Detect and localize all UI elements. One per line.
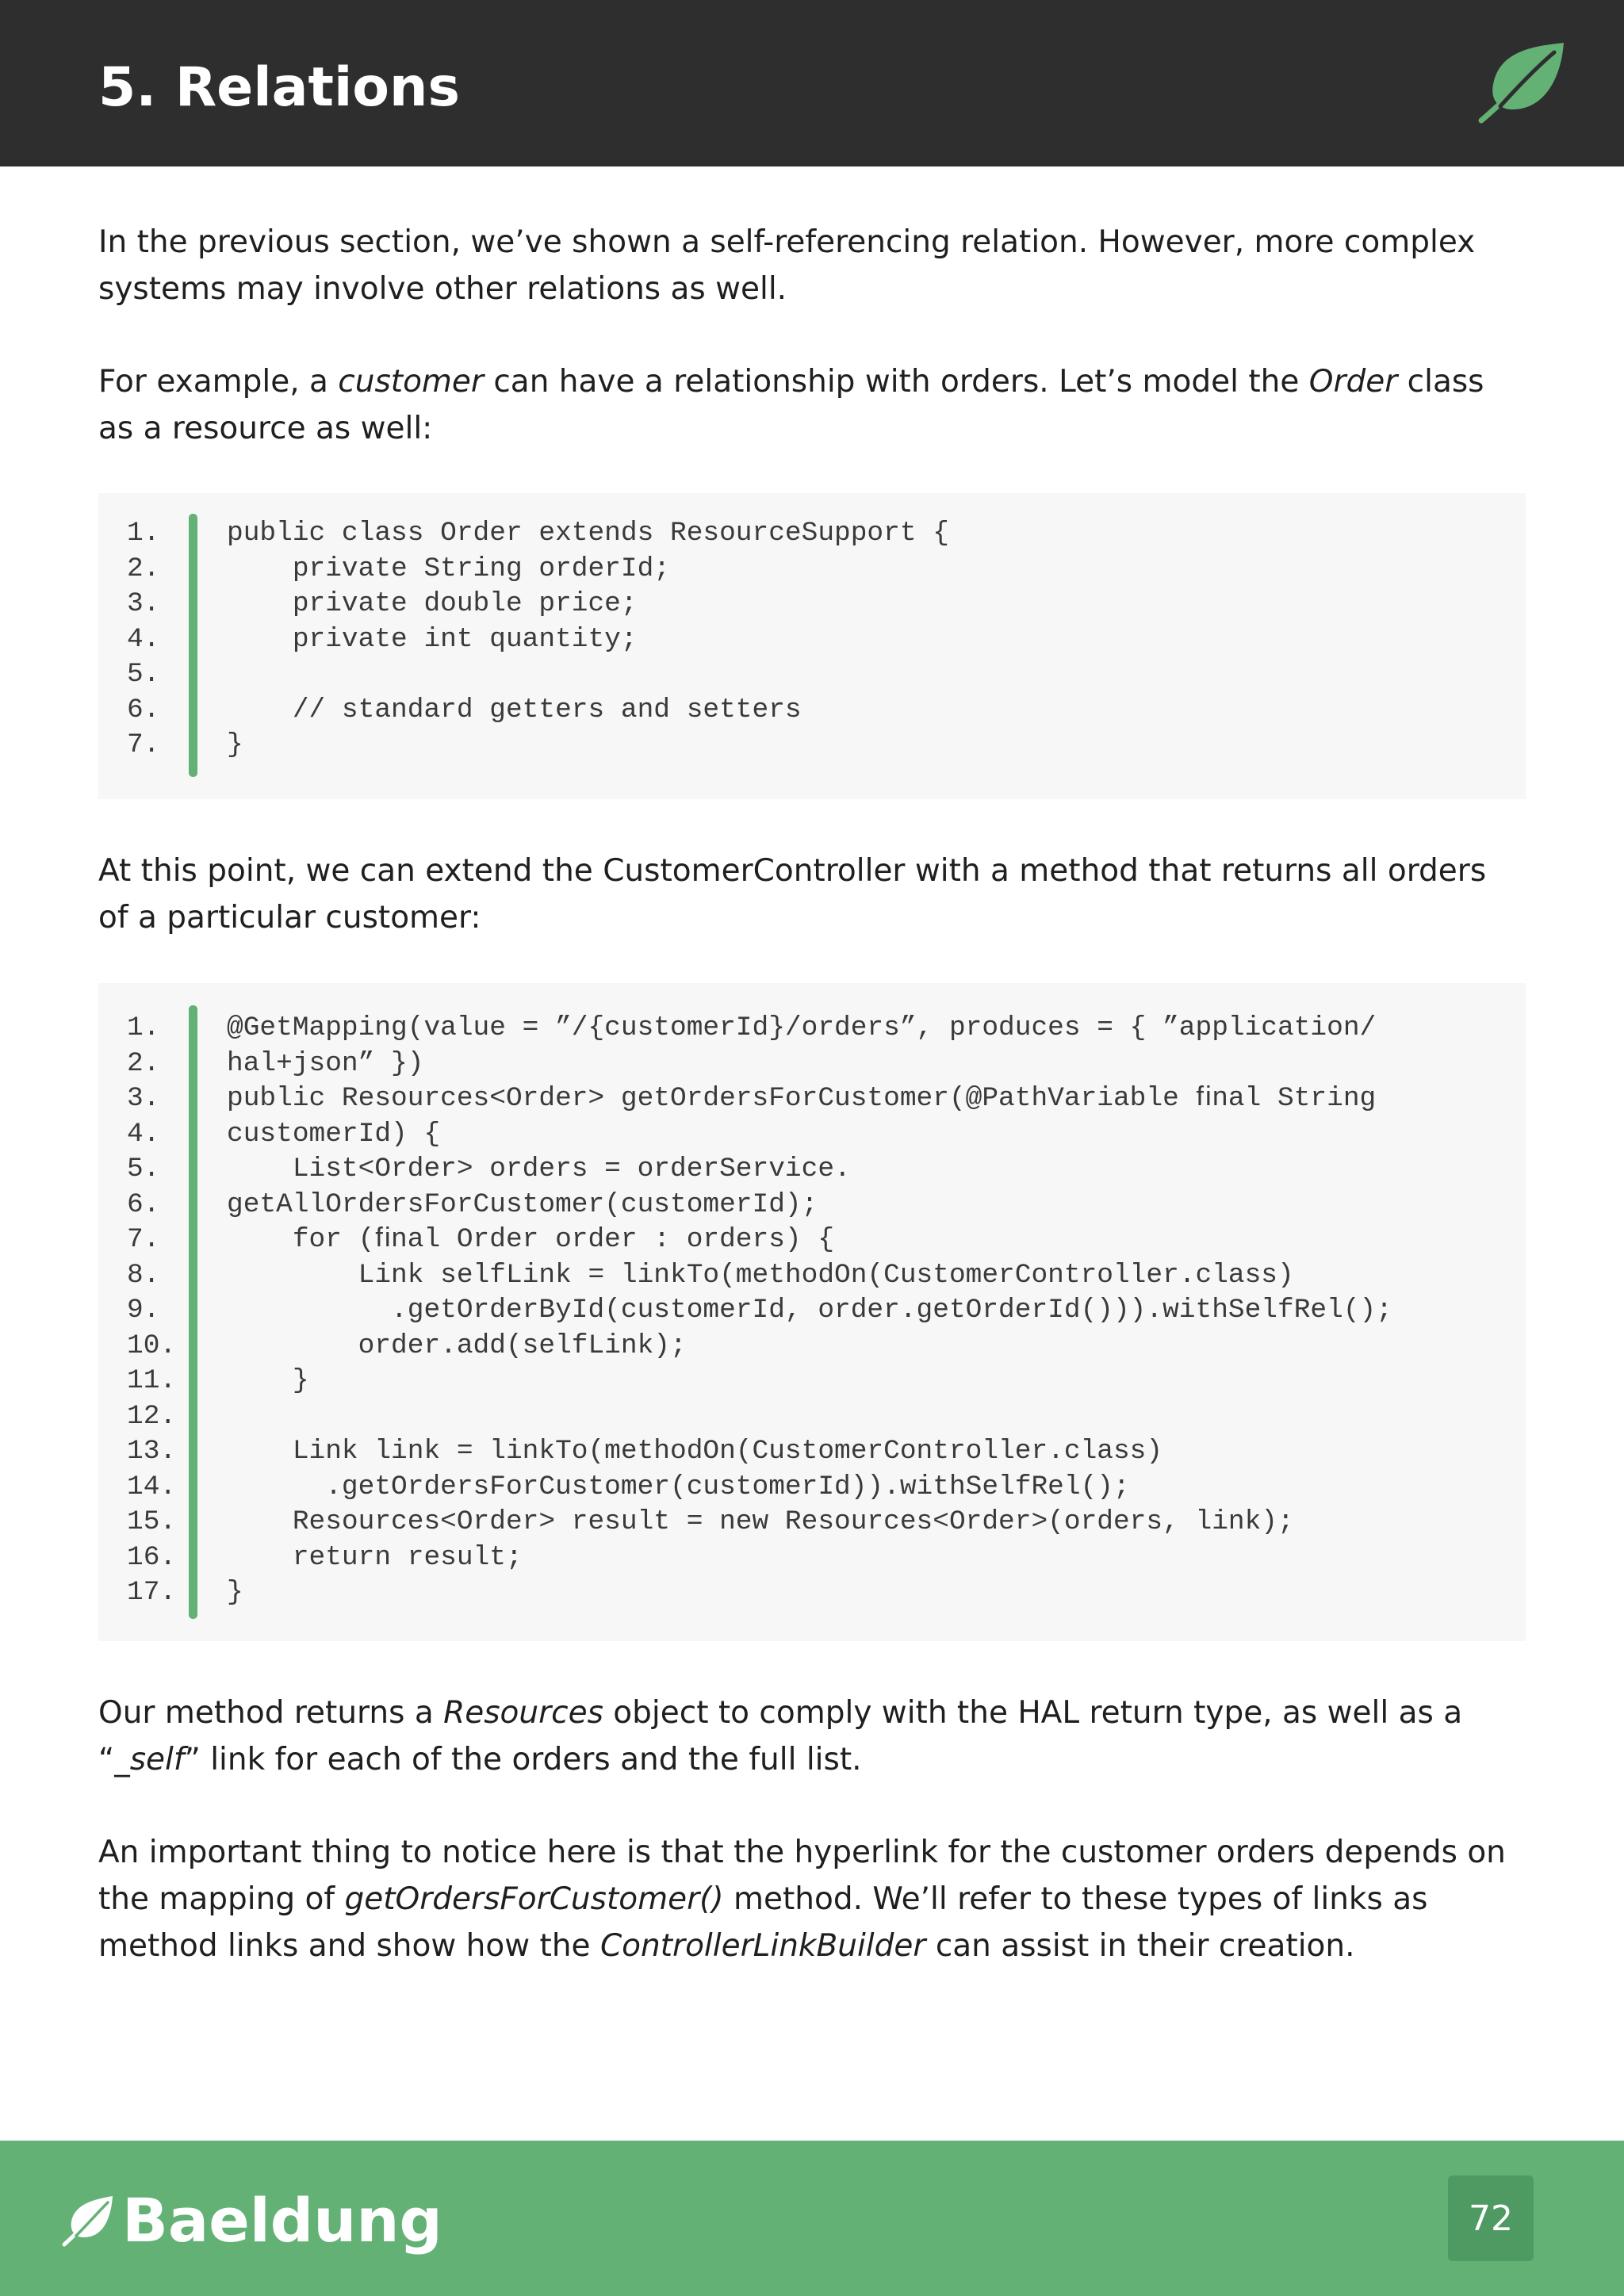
line-number: 16. — [127, 1541, 177, 1573]
code-text: .getOrdersForCustomer(customerId)).withSelfRel(); — [227, 1471, 1130, 1502]
page-title: 5. Relations — [98, 56, 460, 119]
code-line — [98, 1117, 1526, 1153]
line-number: 5. — [127, 1154, 160, 1184]
line-number: 11. — [127, 1365, 177, 1396]
text-run: can have a relationship with orders. Let’s model the — [483, 364, 1309, 400]
text-run: At this point, we can extend the CustomerController with a method that returns all orders of a particular customer: — [98, 853, 1487, 936]
page-header — [0, 0, 1624, 166]
code-line — [98, 1329, 1526, 1364]
code-line — [98, 728, 1526, 763]
code-line — [98, 1188, 1526, 1223]
code-text: } — [227, 1365, 309, 1396]
code-text: // standard getters and setters — [227, 694, 802, 725]
text-run: For example, a — [98, 364, 339, 400]
emphasized-text: Order — [1308, 364, 1398, 400]
code-text: return result; — [227, 1541, 523, 1573]
line-number: 9. — [127, 1295, 160, 1326]
emphasized-text: _self — [114, 1742, 185, 1777]
code-line — [98, 1575, 1526, 1611]
code-block-order-class — [98, 493, 1526, 799]
line-number: 6. — [127, 694, 160, 725]
order-model-paragraph — [98, 358, 1526, 452]
line-number: 10. — [127, 1330, 177, 1361]
code-line — [98, 1152, 1526, 1188]
emphasized-text: customer — [338, 364, 484, 400]
page-number: 72 — [1469, 2198, 1513, 2239]
code-line — [98, 1470, 1526, 1506]
code-text: @GetMapping(value = ”/{customerId}/orders”, produces = { ”application/ — [227, 1012, 1377, 1043]
code-line — [98, 1399, 1526, 1435]
logo-text: Baeldung — [122, 2185, 442, 2256]
code-text: List<Order> orders = orderService. — [227, 1154, 851, 1184]
resources-paragraph — [98, 1689, 1526, 1783]
code-line — [98, 587, 1526, 622]
code-line — [98, 516, 1526, 552]
code-text: } — [227, 1577, 243, 1608]
code-text: Link selfLink = linkTo(methodOn(CustomerController.class) — [227, 1259, 1294, 1291]
emphasized-text: ControllerLinkBuilder — [599, 1928, 926, 1964]
code-text: private double price; — [227, 588, 638, 619]
text-run: method. We’ll refer to these types of links as method links and show how the — [98, 1881, 1428, 1964]
line-number: 3. — [127, 1083, 160, 1114]
line-number: 17. — [127, 1577, 177, 1608]
line-number: 3. — [127, 588, 160, 619]
code-line — [98, 1505, 1526, 1540]
code-text: order.add(selfLink); — [227, 1330, 687, 1361]
code-text: getAllOrdersForCustomer(customerId); — [227, 1188, 818, 1220]
code-line — [98, 552, 1526, 587]
line-number: 15. — [127, 1506, 177, 1537]
code-text: Link link = linkTo(methodOn(CustomerController.class) — [227, 1436, 1163, 1467]
code-line — [98, 1364, 1526, 1399]
code-line — [98, 1047, 1526, 1082]
code-text: customerId) { — [227, 1118, 441, 1150]
code-line — [98, 1434, 1526, 1470]
text-run: In the previous section, we’ve shown a self-referencing relation. However, more complex systems may involve other relations as well. — [98, 224, 1476, 307]
line-number: 4. — [127, 623, 160, 655]
emphasized-text: Resources — [443, 1695, 603, 1731]
line-number: 5. — [127, 659, 160, 690]
text-run: class as a resource as well: — [98, 364, 1484, 446]
code-text: hal+json” }) — [227, 1047, 424, 1079]
code-block-controller-method — [98, 983, 1526, 1641]
line-number: 8. — [127, 1259, 160, 1291]
text-run: An important thing to notice here is that the hyperlink for the customer orders depends on the mapping of — [98, 1835, 1506, 1917]
code-line — [98, 622, 1526, 658]
line-number: 14. — [127, 1471, 177, 1502]
emphasized-text: getOrdersForCustomer() — [344, 1881, 724, 1917]
line-number: 6. — [127, 1188, 160, 1220]
code-text: for (ﬁnal Order order : orders) { — [227, 1224, 835, 1255]
code-text: .getOrderById(customerId, order.getOrderId())).withSelfRel(); — [227, 1295, 1392, 1326]
text-run: can assist in their creation. — [925, 1928, 1355, 1964]
method-links-paragraph — [98, 1829, 1526, 1969]
code-line — [98, 657, 1526, 693]
line-number: 2. — [127, 1047, 160, 1079]
text-run: object to comply with the HAL return type, as well as a “ — [98, 1695, 1463, 1777]
code-line — [98, 1258, 1526, 1294]
intro-paragraph — [98, 219, 1526, 312]
text-run: ” link for each of the orders and the full list. — [184, 1742, 862, 1777]
code-text: public Resources<Order> getOrdersForCustomer(@PathVariable ﬁnal String — [227, 1083, 1377, 1114]
code-text: Resources<Order> result = new Resources<Order>(orders, link); — [227, 1506, 1294, 1537]
line-number: 7. — [127, 729, 160, 760]
code-line — [98, 1011, 1526, 1047]
code-line — [98, 1540, 1526, 1576]
code-text: } — [227, 729, 243, 760]
leaf-icon — [62, 2195, 114, 2247]
code-text: public class Order extends ResourceSupport { — [227, 518, 949, 549]
code-text: private String orderId; — [227, 553, 670, 584]
page-footer — [0, 2141, 1624, 2296]
line-number: 13. — [127, 1436, 177, 1467]
code-line — [98, 1293, 1526, 1329]
page-number-badge — [1448, 2175, 1534, 2261]
text-run: Our method returns a — [98, 1695, 444, 1731]
line-number: 2. — [127, 553, 160, 584]
code-line — [98, 1081, 1526, 1117]
code-line — [98, 1223, 1526, 1258]
leaf-icon — [1478, 41, 1565, 124]
line-number: 4. — [127, 1118, 160, 1150]
baeldung-logo — [62, 2187, 442, 2255]
line-number: 7. — [127, 1224, 160, 1255]
line-number: 1. — [127, 518, 160, 549]
code-line — [98, 693, 1526, 729]
line-number: 12. — [127, 1400, 177, 1432]
controller-paragraph — [98, 848, 1526, 941]
line-number: 1. — [127, 1012, 160, 1043]
code-text: private int quantity; — [227, 623, 638, 655]
